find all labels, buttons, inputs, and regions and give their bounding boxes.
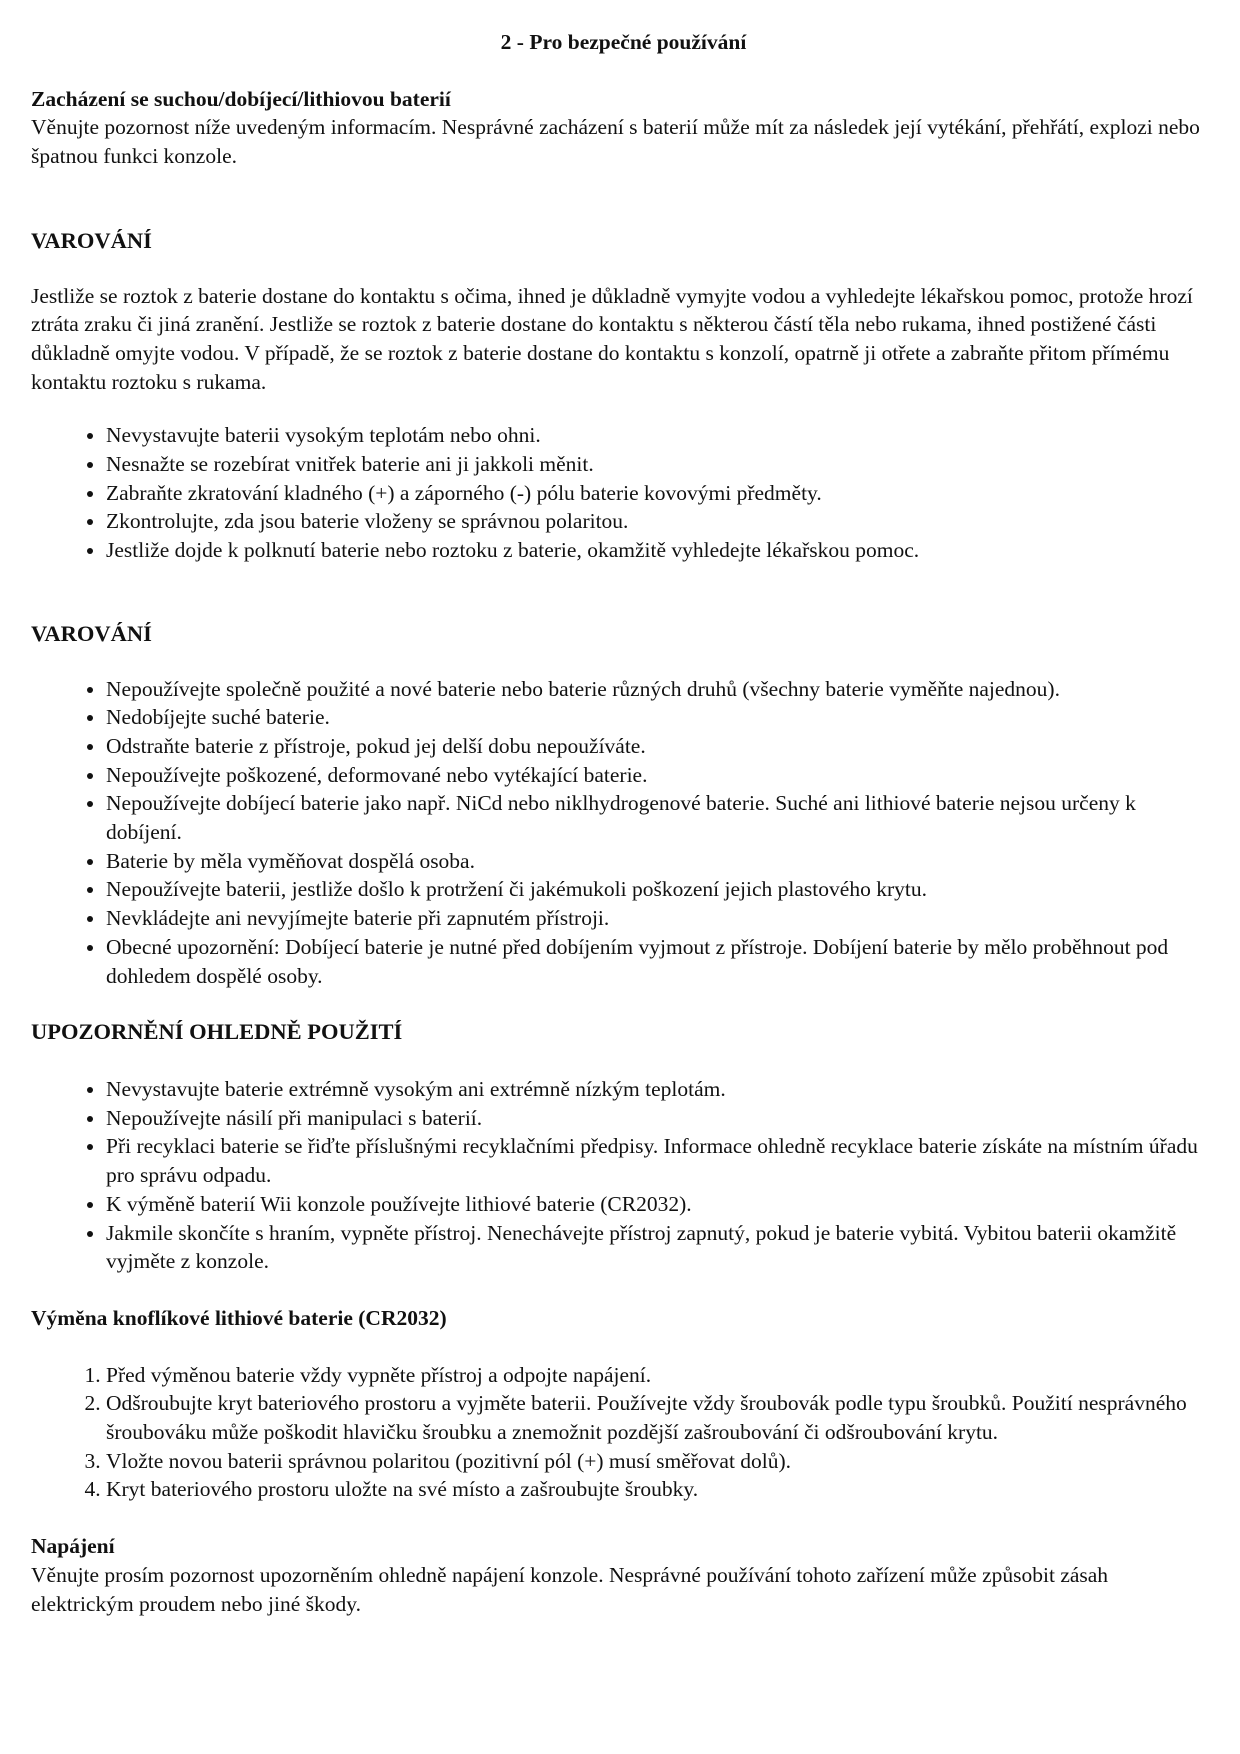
list-item: • Jestliže dojde k polknutí baterie nebo roztoku z baterie, okamžitě vyhledejte lékařskou pomoc. [106, 536, 1216, 565]
list-item: 2. Odšroubujte kryt bateriového prostoru a vyjměte baterii. Používejte vždy šroubovák podle typu šroubků. Použití nesprávného šroubováku může poškodit hlavičku šroubku a znemožnit pozdější zašroubování či odšroubování krytu. [106, 1389, 1216, 1446]
list-item: • Nevystavujte baterii vysokým teplotám nebo ohni. [106, 421, 1216, 450]
list-item: • Nepoužívejte dobíjecí baterie jako např. NiCd nebo niklhydrogenové baterie. Suché ani lithiové baterie nejsou určeny k dobíjení. [106, 789, 1216, 846]
list-item: • Odstraňte baterie z přístroje, pokud jej delší dobu nepoužíváte. [106, 732, 1216, 761]
warning-heading-2: VAROVÁNÍ [31, 620, 152, 646]
list-item: • Obecné upozornění: Dobíjecí baterie je nutné před dobíjením vyjmout z přístroje. Dobíjení baterie by mělo proběhnout pod dohledem dospělé osoby. [106, 933, 1216, 990]
list-item: • Nesnažte se rozebírat vnitřek baterie ani ji jakkoli měnit. [106, 450, 1216, 479]
list-item: 4. Kryt bateriového prostoru uložte na své místo a zašroubujte šroubky. [106, 1475, 1216, 1504]
warning-section-2 [31, 620, 1216, 990]
list-item: • Zkontrolujte, zda jsou baterie vloženy se správnou polaritou. [106, 507, 1216, 536]
warning-list-2 [31, 675, 1216, 991]
list-item: • Nepoužívejte baterii, jestliže došlo k protržení či jakémukoli poškození jejich plastového krytu. [106, 875, 1216, 904]
battery-handling-section [31, 85, 1216, 171]
caution-list [31, 1075, 1216, 1276]
warning-list-1 [31, 421, 1216, 565]
caution-section [31, 1018, 1216, 1276]
list-item: • K výměně baterií Wii konzole používejte lithiové baterie (CR2032). [106, 1190, 1216, 1219]
list-item: • Nepoužívejte násilí při manipulaci s baterií. [106, 1104, 1216, 1133]
battery-handling-heading: Zacházení se suchou/dobíjecí/lithiovou baterií [31, 86, 451, 111]
document-page [31, 28, 1216, 1618]
replacement-steps [31, 1361, 1216, 1505]
list-item: • Nepoužívejte společně použité a nové baterie nebo baterie různých druhů (všechny baterie vyměňte najednou). [106, 675, 1216, 704]
warning-section-1 [31, 227, 1216, 565]
list-item: • Nepoužívejte poškozené, deformované nebo vytékající baterie. [106, 761, 1216, 790]
power-section [31, 1532, 1216, 1618]
list-item: • Nevystavujte baterie extrémně vysokým ani extrémně nízkým teplotám. [106, 1075, 1216, 1104]
list-item: • Nevkládejte ani nevyjímejte baterie při zapnutém přístroji. [106, 904, 1216, 933]
list-item: • Nedobíjejte suché baterie. [106, 703, 1216, 732]
power-heading: Napájení [31, 1534, 115, 1559]
replacement-section [31, 1304, 1216, 1504]
list-item: • Jakmile skončíte s hraním, vypněte přístroj. Nenechávejte přístroj zapnutý, pokud je baterie vybitá. Vybitou baterii okamžitě vyjměte z konzole. [106, 1219, 1216, 1276]
list-item: • Při recyklaci baterie se řiďte příslušnými recyklačními předpisy. Informace ohledně recyklace baterie získáte na místním úřadu pro správu odpadu. [106, 1132, 1216, 1189]
warning-paragraph-1: Jestliže se roztok z baterie dostane do kontaktu s očima, ihned je důkladně vymyjte vodou a vyhledejte lékařskou pomoc, protože hrozí ztráta zraku či jiná zranění. Jestliže se roztok z baterie dostane do kontaktu s některou částí těla nebo rukama, ihned postižené části důkladně omyjte vodou. V případě, že se roztok z baterie dostane do kontaktu s konzolí, opatrně ji otřete a zabraňte přitom přímému kontaktu roztoku s rukama. [31, 283, 1193, 394]
caution-heading: UPOZORNĚNÍ OHLEDNĚ POUŽITÍ [31, 1019, 403, 1045]
list-item: • Zabraňte zkratování kladného (+) a záporného (-) pólu baterie kovovými předměty. [106, 479, 1216, 508]
warning-heading-1: VAROVÁNÍ [31, 227, 152, 253]
list-item: 1. Před výměnou baterie vždy vypněte přístroj a odpojte napájení. [106, 1361, 1216, 1390]
battery-handling-intro: Věnujte pozornost níže uvedeným informacím. Nesprávné zacházení s baterií může mít za následek její vytékání, přehřátí, explozi nebo špatnou funkci konzole. [31, 115, 1200, 169]
replacement-heading: Výměna knoflíkové lithiové baterie (CR2032) [31, 1305, 447, 1330]
page-title: 2 - Pro bezpečné používání [500, 30, 747, 54]
list-item: 3. Vložte novou baterii správnou polaritou (pozitivní pól (+) musí směřovat dolů). [106, 1447, 1216, 1476]
power-text: Věnujte prosím pozornost upozorněním ohledně napájení konzole. Nesprávné používání tohoto zařízení může způsobit zásah elektrickým proudem nebo jiné škody. [31, 1562, 1109, 1616]
list-item: • Baterie by měla vyměňovat dospělá osoba. [106, 847, 1216, 876]
